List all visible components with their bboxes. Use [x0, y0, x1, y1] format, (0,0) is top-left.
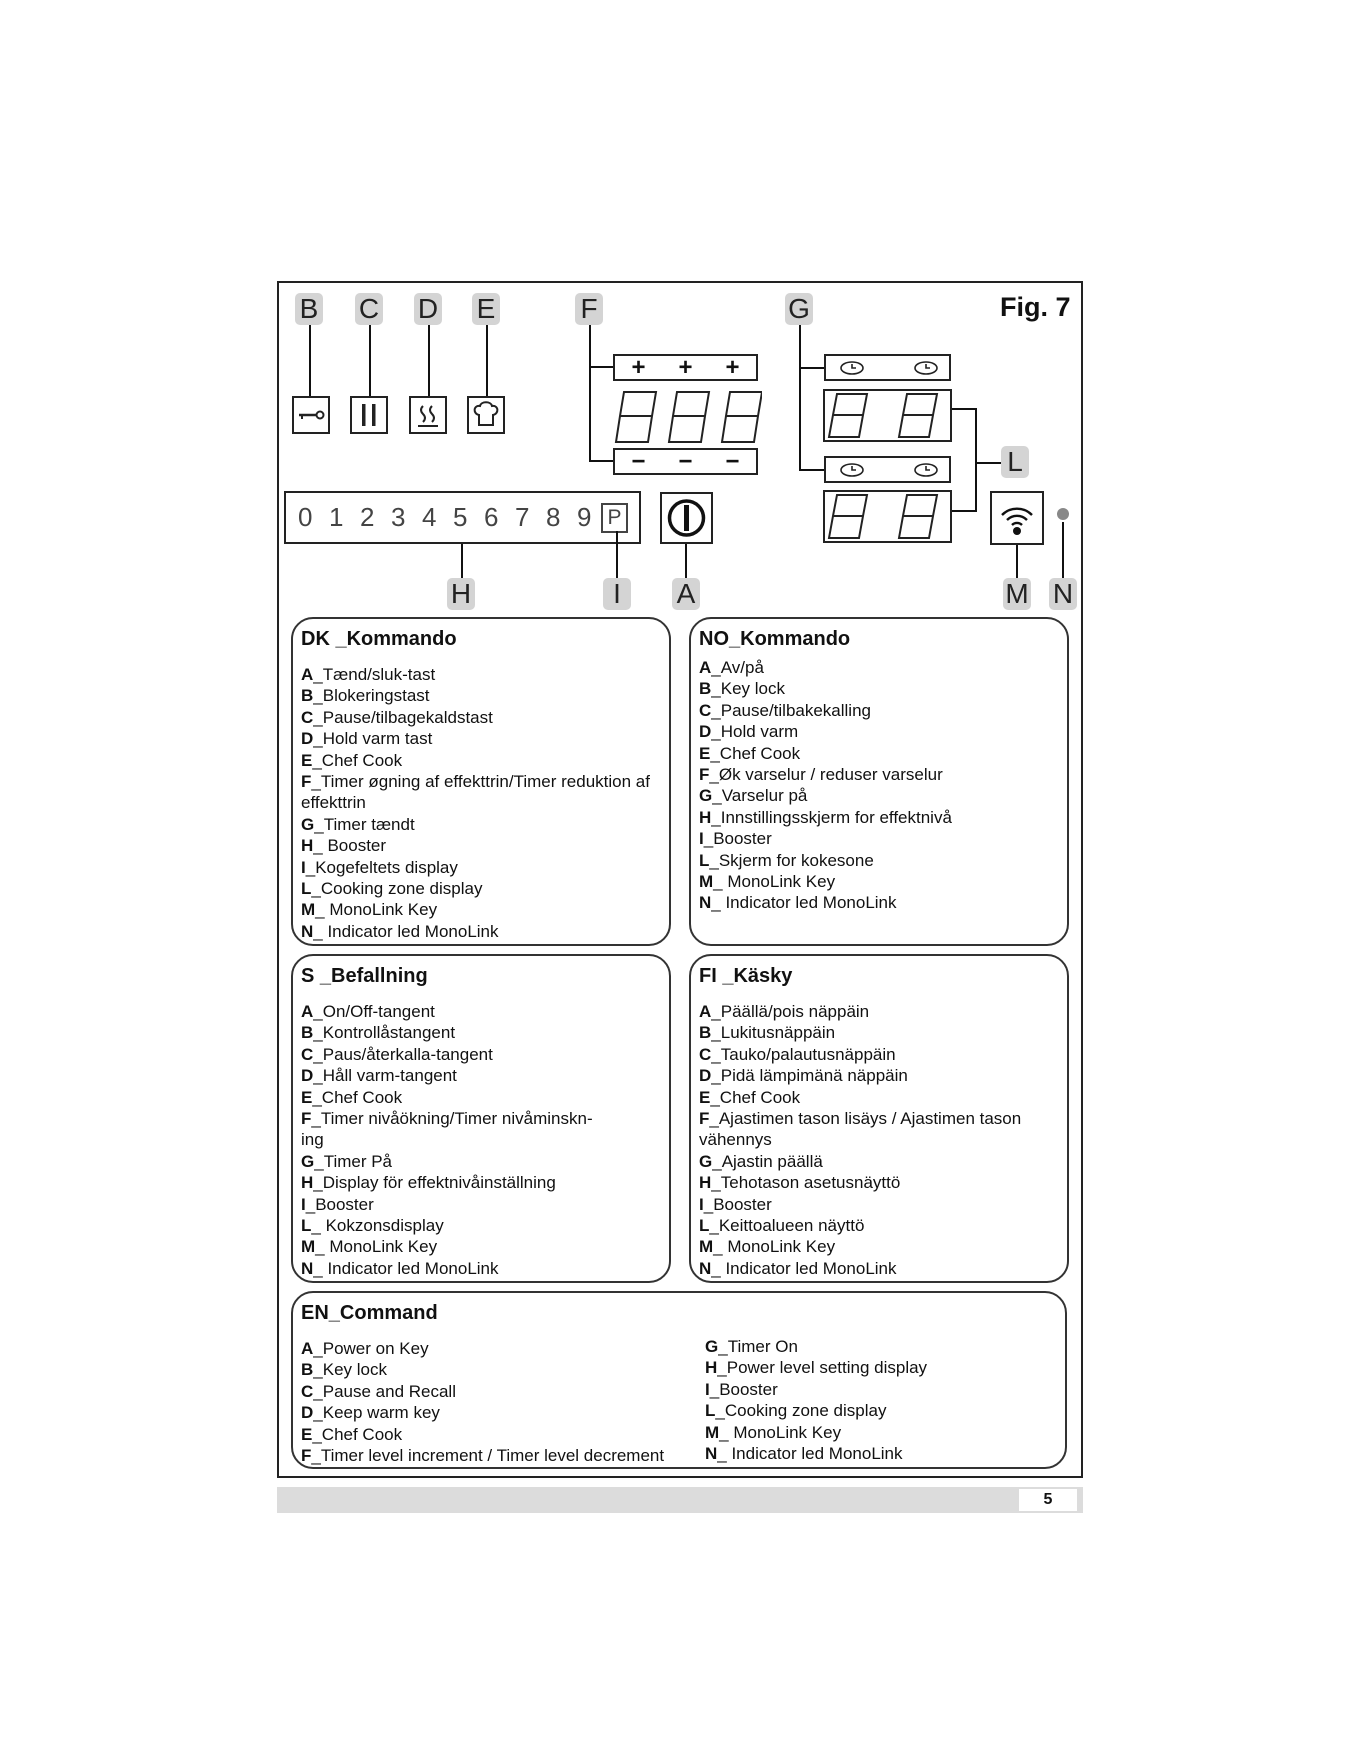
- chef-hat-icon: [467, 396, 505, 434]
- power-key: [660, 492, 713, 544]
- list-item: A_Power on Key: [301, 1339, 429, 1358]
- scale-digit: 0: [298, 502, 313, 532]
- minus-icon: −: [725, 447, 740, 475]
- list-item: C_Pause and Recall: [301, 1381, 456, 1401]
- list-item: N_ Indicator led MonoLink: [301, 1258, 499, 1278]
- tag-i: I: [603, 578, 631, 610]
- list-item: E_Chef Cook: [699, 1087, 801, 1107]
- timer-indicator-top: [824, 354, 951, 381]
- plus-icon: +: [631, 353, 646, 381]
- list-item: M_ MonoLink Key: [301, 1237, 438, 1257]
- list-item: F_Øk varselur / reduser varselur: [699, 765, 943, 785]
- booster-p-key: P: [601, 503, 628, 533]
- panel-no: [689, 617, 1069, 946]
- plus-icon: +: [725, 353, 740, 381]
- list-item: B_Kontrollåstangent: [301, 1023, 456, 1043]
- panel-title: S _Befallning: [301, 965, 428, 987]
- list-item: A_Av/på: [699, 658, 764, 677]
- list-item: M_ MonoLink Key: [705, 1422, 842, 1442]
- list-item: I_Booster: [301, 1194, 374, 1214]
- list-item: G_Ajastin päällä: [699, 1151, 823, 1171]
- wifi-icon: [992, 493, 1042, 543]
- scale-digit: 4: [422, 502, 437, 532]
- list-item: L_Keittoalueen näyttö: [699, 1216, 865, 1236]
- minus-icon: −: [631, 447, 646, 475]
- list-item: G_Timer tændt: [301, 814, 415, 834]
- list-item: A_On/Off-tangent: [301, 1002, 435, 1021]
- scale-digit: 1: [329, 502, 344, 532]
- list-item: D_Keep warm key: [301, 1403, 440, 1423]
- list-item: vähennys: [699, 1130, 772, 1150]
- power-level-scale: [284, 491, 641, 544]
- list-item: G_Varselur på: [699, 786, 808, 806]
- list-item: B_Key lock: [699, 679, 785, 699]
- monolink-key: [990, 491, 1044, 545]
- panel-en: [291, 1291, 1067, 1469]
- list-item: N_ Indicator led MonoLink: [699, 893, 897, 913]
- tag-l: L: [1001, 446, 1029, 478]
- scale-digit: 2: [360, 502, 375, 532]
- timer-indicator-bottom: [824, 456, 951, 483]
- key-lock-icon: [292, 396, 330, 434]
- list-item: D_Håll varm-tangent: [301, 1066, 457, 1086]
- timer-digit-display: [612, 390, 762, 444]
- list-item: C_Pause/tilbagekaldstast: [301, 707, 493, 727]
- panel-fi: [689, 954, 1069, 1283]
- list-item: C_Tauko/palautusnäppäin: [699, 1044, 896, 1064]
- list-item: F_Ajastimen tason lisäys / Ajastimen tason: [699, 1109, 1022, 1129]
- tag-c: C: [355, 293, 383, 325]
- list-item: C_Pause/tilbakekalling: [699, 700, 871, 720]
- tag-g: G: [785, 293, 813, 325]
- tag-a: A: [672, 578, 700, 610]
- list-item: ing: [301, 1130, 324, 1150]
- pause-icon: [350, 396, 388, 434]
- list-item: H_Display för effektnivåinställning: [301, 1173, 556, 1193]
- list-item: B_Blokeringstast: [301, 686, 430, 706]
- list-item: F_Timer level increment / Timer level decrement: [301, 1446, 665, 1466]
- tag-e: E: [472, 293, 500, 325]
- cooking-zone-display-top: [823, 389, 952, 442]
- scale-digit: 3: [391, 502, 406, 532]
- indicator-led: [1057, 508, 1069, 520]
- tag-b: B: [295, 293, 323, 325]
- list-item: F_Timer øgning af effekttrin/Timer reduktion af: [301, 772, 650, 792]
- list-item: D_Hold varm tast: [301, 729, 433, 749]
- list-item: A_Tænd/sluk-tast: [301, 665, 436, 684]
- list-item: L_Skjerm for kokesone: [699, 850, 874, 870]
- plus-icon: +: [678, 353, 693, 381]
- panel-s: [291, 954, 671, 1283]
- list-item: E_Chef Cook: [699, 743, 801, 763]
- list-item: D_Hold varm: [699, 722, 799, 742]
- tag-d: D: [414, 293, 442, 325]
- panel-title: DK _Kommando: [301, 628, 457, 650]
- panel-title: EN_Command: [301, 1302, 438, 1324]
- list-item: I_Booster: [699, 1194, 772, 1214]
- list-item: F_Timer nivåökning/Timer nivåminskn-: [301, 1109, 593, 1129]
- panel-dk: [291, 617, 671, 946]
- list-item: E_Chef Cook: [301, 1087, 403, 1107]
- list-item: B_Key lock: [301, 1360, 387, 1380]
- list-item: G_Timer På: [301, 1151, 393, 1171]
- scale-digit: 6: [484, 502, 499, 532]
- figure-title: Fig. 7: [1000, 292, 1071, 322]
- keep-warm-icon: [409, 396, 447, 434]
- list-item: B_Lukitusnäppäin: [699, 1023, 836, 1043]
- tag-m: M: [1003, 578, 1031, 610]
- list-item: effekttrin: [301, 793, 366, 813]
- list-item: M_ MonoLink Key: [301, 900, 438, 920]
- page-number: 5: [1019, 1489, 1077, 1511]
- clock-icon: [841, 464, 937, 476]
- list-item: I_Kogefeltets display: [301, 857, 458, 877]
- tag-n: N: [1049, 578, 1077, 610]
- list-item: H_ Booster: [301, 836, 387, 856]
- list-item: M_ MonoLink Key: [699, 1237, 836, 1257]
- list-item: H_Innstillingsskjerm for effektnivå: [699, 807, 952, 827]
- footer-bar: [277, 1487, 1083, 1513]
- scale-digit: 7: [515, 502, 530, 532]
- list-item: N_ Indicator led MonoLink: [705, 1444, 903, 1464]
- list-item: A_Päällä/pois näppäin: [699, 1002, 870, 1021]
- cooking-zone-display-bottom: [823, 490, 952, 543]
- timer-minus-bar: [613, 448, 758, 475]
- scale-digit: 9: [577, 502, 592, 532]
- list-item: H_Power level setting display: [705, 1358, 928, 1378]
- tag-h: H: [447, 578, 475, 610]
- clock-icon: [841, 362, 937, 374]
- scale-digit: 5: [453, 502, 468, 532]
- list-item: L_ Kokzonsdisplay: [301, 1216, 444, 1236]
- list-item: D_Pidä lämpimänä näppäin: [699, 1066, 908, 1086]
- panel-title: FI _Käsky: [699, 965, 793, 987]
- list-item: E_Chef Cook: [301, 1424, 403, 1444]
- list-item: G_Timer On: [705, 1337, 798, 1356]
- list-item: L_Cooking zone display: [301, 879, 483, 899]
- list-item: L_Cooking zone display: [705, 1401, 887, 1421]
- minus-icon: −: [678, 447, 693, 475]
- list-item: M_ MonoLink Key: [699, 872, 836, 892]
- tag-f: F: [575, 293, 603, 325]
- list-item: I_Booster: [699, 829, 772, 849]
- list-item: I_Booster: [705, 1379, 778, 1399]
- scale-digit: 8: [546, 502, 561, 532]
- list-item: H_Tehotason asetusnäyttö: [699, 1173, 901, 1193]
- panel-title: NO_Kommando: [699, 628, 851, 650]
- list-item: E_Chef Cook: [301, 750, 403, 770]
- list-item: N_ Indicator led MonoLink: [301, 921, 499, 941]
- list-item: N_ Indicator led MonoLink: [699, 1258, 897, 1278]
- list-item: C_Paus/återkalla-tangent: [301, 1044, 493, 1064]
- timer-plus-bar: [613, 354, 758, 381]
